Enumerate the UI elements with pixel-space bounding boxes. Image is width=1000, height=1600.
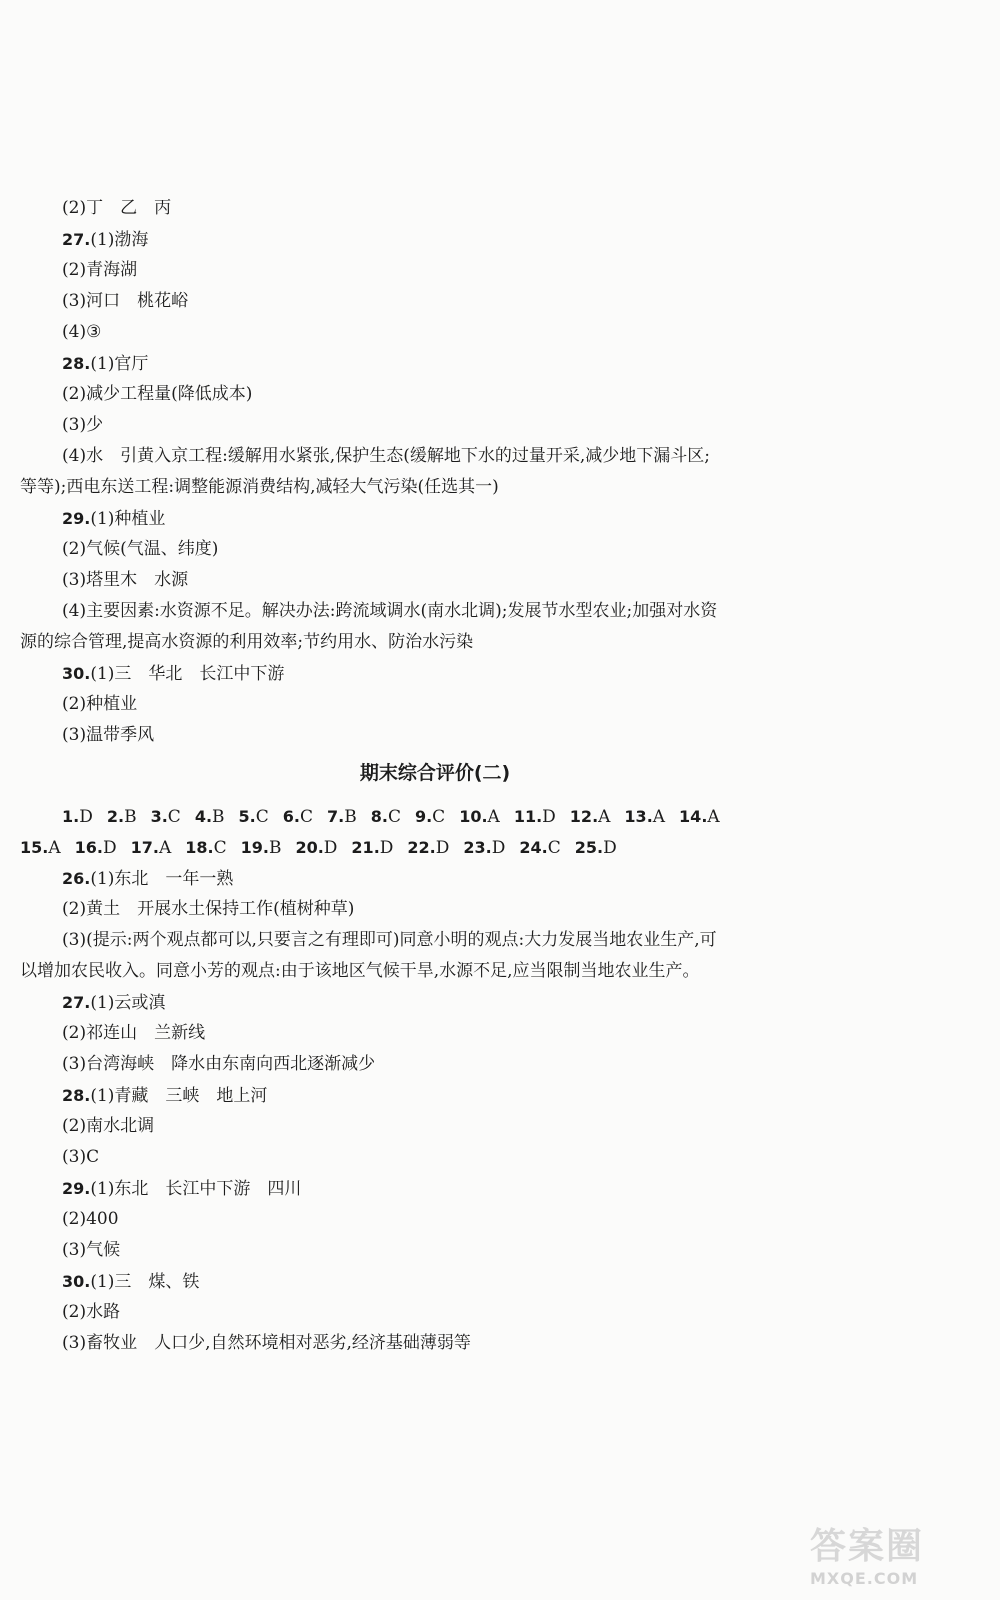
answer-text: (3)畜牧业 人口少,自然环境相对恶劣,经济基础薄弱等 — [62, 1333, 471, 1353]
question-answer — [20, 1080, 850, 1111]
question-answer — [20, 348, 850, 379]
answer-line — [20, 317, 850, 348]
choice-number: 13. — [624, 807, 653, 826]
choice-letter: C — [255, 807, 269, 827]
section-title: 期末综合评价(二) — [359, 762, 511, 784]
choice-answer — [407, 838, 449, 858]
answer-line-continued: 源的综合管理,提高水资源的利用效率;节约用水、防治水污染 — [20, 632, 474, 652]
choice-answer — [295, 838, 337, 858]
answer-line — [20, 1297, 850, 1328]
watermark-bottom: MXQE.COM — [810, 1569, 919, 1588]
choice-letter: A — [158, 838, 172, 858]
choice-number: 4. — [194, 807, 213, 826]
watermark-logo — [810, 1518, 980, 1588]
answer-text: (1)渤海 — [90, 230, 149, 250]
answer-text: (2)祁连山 兰新线 — [62, 1023, 206, 1043]
choice-answers-row-2 — [20, 832, 850, 863]
choice-number: 1. — [62, 807, 80, 826]
answer-line — [20, 193, 850, 224]
choice-letter: B — [344, 807, 357, 827]
question-number: 28. — [62, 1086, 91, 1105]
answer-line — [20, 565, 850, 596]
choice-letter: C — [299, 807, 313, 827]
answer-text: (3)河口 桃花峪 — [62, 291, 189, 311]
answer-text: (2)减少工程量(降低成本) — [62, 384, 253, 404]
choice-letter: D — [491, 838, 506, 858]
answer-text: (1)青藏 三峡 地上河 — [90, 1086, 268, 1106]
choice-letter: A — [707, 807, 720, 827]
watermark-top: 答案圈 — [810, 1526, 925, 1567]
choice-number: 3. — [150, 807, 168, 826]
choice-number: 12. — [569, 807, 599, 826]
choice-answer — [327, 807, 357, 827]
question-number: 30. — [62, 664, 91, 683]
answer-text: (1)官厅 — [90, 354, 149, 374]
choice-answer — [575, 838, 617, 858]
choice-letter: D — [435, 838, 450, 858]
choice-number: 23. — [463, 838, 492, 857]
choice-answer — [679, 807, 720, 827]
answer-text: (4)③ — [62, 322, 102, 342]
choice-letter: C — [213, 838, 227, 858]
answer-line — [20, 1049, 850, 1080]
question-answer — [20, 987, 850, 1018]
choice-number: 18. — [185, 838, 214, 857]
answer-line — [20, 534, 850, 565]
choice-answer — [463, 838, 505, 858]
choice-letter: B — [124, 807, 137, 827]
choice-letter: D — [323, 838, 338, 858]
choice-number: 6. — [282, 807, 300, 826]
choice-answer — [151, 807, 181, 827]
answer-line-continued: 等等);西电东送工程:调整能源消费结构,减轻大气污染(任选其一) — [20, 477, 499, 497]
choice-answer — [62, 807, 93, 827]
question-answer — [20, 1173, 850, 1204]
question-answer — [20, 863, 850, 894]
choice-letter: D — [379, 838, 394, 858]
choice-letter: B — [268, 838, 282, 858]
choice-letter: A — [598, 807, 611, 827]
question-answer — [20, 503, 850, 534]
choice-answer — [415, 807, 445, 827]
choice-answer — [185, 838, 226, 858]
choice-answer — [75, 838, 117, 858]
answer-line — [20, 1018, 850, 1049]
choice-letter: B — [212, 807, 225, 827]
choice-letter: D — [603, 838, 617, 858]
choice-number: 2. — [106, 807, 125, 826]
choice-letter: D — [79, 807, 93, 827]
question-number: 29. — [62, 509, 91, 528]
choice-letter: C — [547, 838, 561, 858]
choice-answer — [519, 838, 560, 858]
choice-number: 16. — [74, 838, 103, 857]
answer-text: (3)塔里木 水源 — [62, 570, 189, 590]
answer-line — [20, 720, 850, 751]
answer-line — [20, 286, 850, 317]
answers-part-two — [20, 863, 850, 1359]
choice-number: 25. — [574, 838, 604, 857]
question-number: 29. — [62, 1179, 91, 1198]
answer-line: (3)(提示:两个观点都可以,只要言之有理即可)同意小明的观点:大力发展当地农业生产,可 — [62, 930, 717, 950]
answer-line — [20, 410, 850, 441]
question-number: 30. — [62, 1272, 91, 1291]
answer-text: (1)东北 一年一熟 — [90, 869, 234, 889]
choice-answer — [351, 838, 393, 858]
choice-answer — [459, 807, 500, 827]
question-answer — [20, 1266, 850, 1297]
answer-text: (2)黄土 开展水土保持工作(植树种草) — [62, 899, 355, 919]
choice-answers-row-1 — [20, 801, 850, 832]
choice-number: 7. — [327, 807, 345, 826]
choice-answer — [107, 807, 137, 827]
answer-text: (3)温带季风 — [62, 725, 155, 745]
choice-letter: C — [387, 807, 401, 827]
choice-number: 20. — [295, 838, 324, 857]
answer-text: (2)400 — [62, 1209, 119, 1229]
choice-number: 22. — [407, 838, 436, 857]
answer-text: (2)南水北调 — [62, 1116, 155, 1136]
choice-letter: D — [102, 838, 117, 858]
choice-number: 19. — [240, 838, 269, 857]
choice-number: 21. — [351, 838, 380, 857]
answer-text: (3)少 — [62, 415, 104, 435]
choice-answer — [624, 807, 665, 827]
answer-line — [20, 1204, 850, 1235]
answer-line — [20, 1142, 850, 1173]
answer-text: (1)云或滇 — [90, 993, 166, 1013]
answer-line — [20, 894, 850, 925]
answer-line: (4)主要因素:水资源不足。解决办法:跨流域调水(南水北调);发展节水型农业;加强对水资 — [62, 601, 718, 621]
choice-letter: C — [432, 807, 446, 827]
choice-number: 14. — [679, 807, 708, 826]
answer-text: (1)东北 长江中下游 四川 — [90, 1179, 302, 1199]
answer-content — [20, 193, 850, 1359]
choice-answer — [570, 807, 611, 827]
choice-answer — [195, 807, 225, 827]
answer-line — [20, 1328, 850, 1359]
answer-line — [20, 1235, 850, 1266]
answer-text: (2)种植业 — [62, 694, 138, 714]
choice-answer — [239, 807, 269, 827]
choice-number: 5. — [238, 807, 256, 826]
choice-number: 11. — [513, 807, 543, 826]
choice-letter: A — [487, 807, 500, 827]
answer-text: (2)水路 — [62, 1302, 121, 1322]
answer-line — [20, 379, 850, 410]
answer-text: (3)台湾海峡 降水由东南向西北逐渐减少 — [62, 1054, 376, 1074]
answer-text: (1)三 煤、铁 — [90, 1272, 200, 1292]
question-number: 27. — [62, 230, 91, 249]
choice-answer — [20, 838, 61, 858]
answer-line — [20, 689, 850, 720]
choice-letter: A — [652, 807, 666, 827]
answer-text: (3)C — [62, 1147, 100, 1167]
choice-letter: D — [542, 807, 556, 827]
choice-answer — [241, 838, 282, 858]
question-answer — [20, 658, 850, 689]
choice-number: 24. — [519, 838, 548, 857]
choice-letter: C — [167, 807, 181, 827]
question-number: 28. — [62, 354, 91, 373]
answer-text: (1)种植业 — [90, 509, 166, 529]
answer-line: (4)水 引黄入京工程:缓解用水紧张,保护生态(缓解地下水的过量开采,减少地下漏斗区; — [62, 446, 710, 466]
choice-answer — [131, 838, 172, 858]
answer-text: (3)气候 — [62, 1240, 121, 1260]
choice-number: 10. — [459, 807, 488, 826]
answer-line — [20, 255, 850, 286]
answer-line-continued: 以增加农民收入。同意小芳的观点:由于该地区气候干旱,水源不足,应当限制当地农业生产。 — [20, 961, 700, 981]
answer-text: (1)三 华北 长江中下游 — [90, 664, 285, 684]
choice-letter: A — [48, 838, 61, 858]
answer-text: (2)丁 乙 丙 — [62, 198, 172, 218]
choice-number: 9. — [414, 807, 433, 826]
choice-answer — [371, 807, 401, 827]
choice-answer — [283, 807, 313, 827]
answer-text: (2)气候(气温、纬度) — [62, 539, 219, 559]
question-number: 27. — [62, 993, 91, 1012]
answers-part-one — [20, 193, 850, 751]
choice-answer — [514, 807, 556, 827]
answer-line — [20, 1111, 850, 1142]
choice-number: 17. — [130, 838, 159, 857]
question-number: 26. — [62, 869, 91, 888]
answer-text: (2)青海湖 — [62, 260, 138, 280]
question-answer — [20, 224, 850, 255]
choice-number: 15. — [20, 838, 49, 857]
choice-number: 8. — [370, 807, 388, 826]
